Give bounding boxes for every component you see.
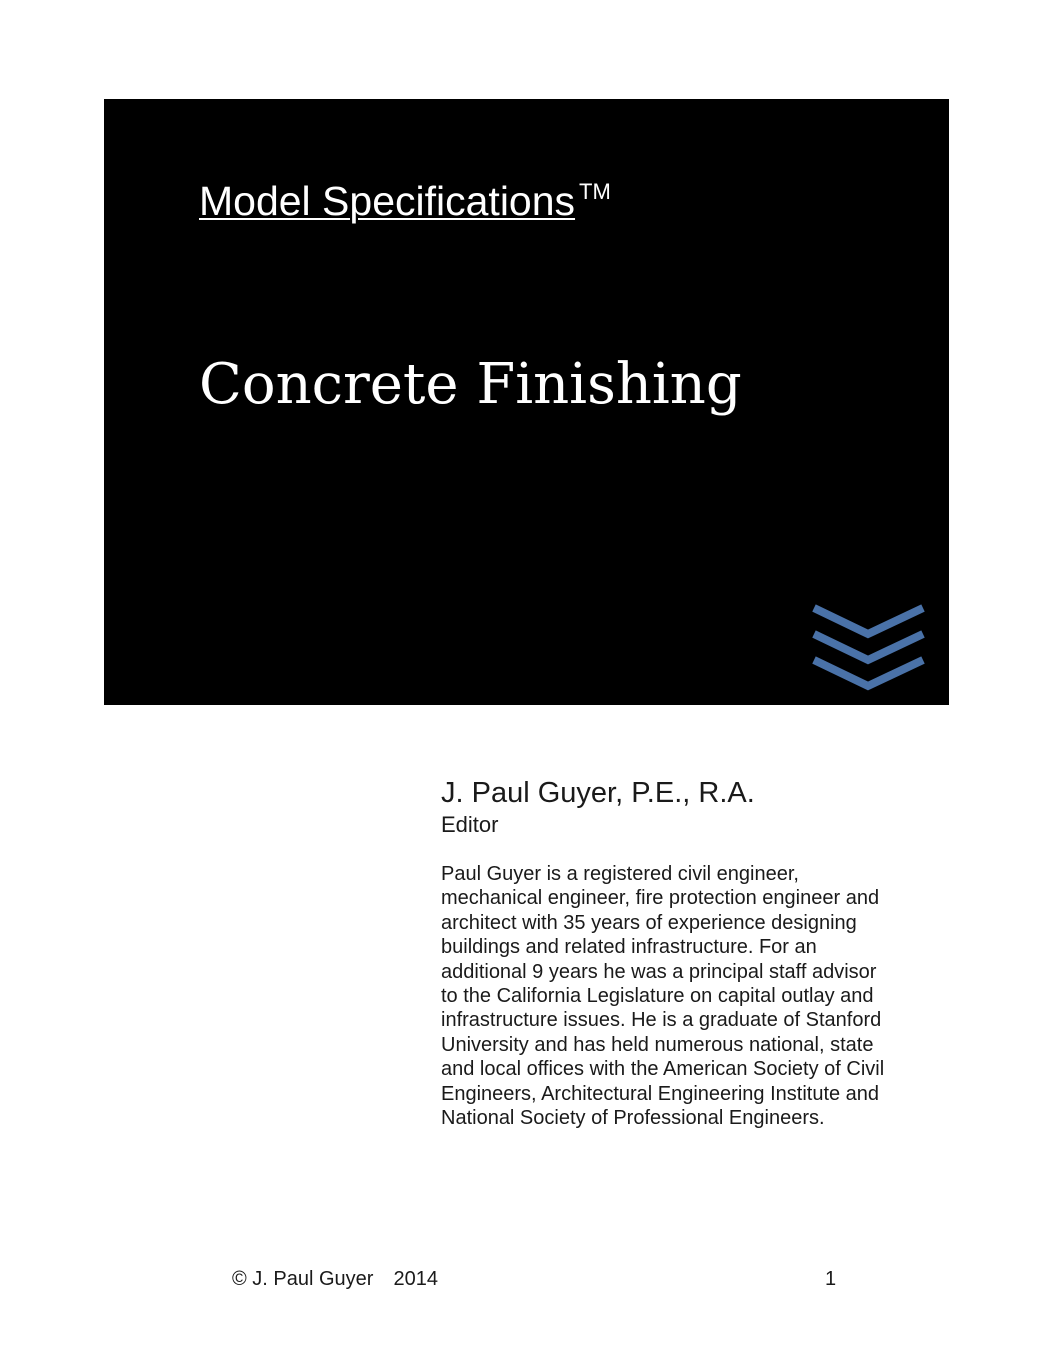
author-block [441,776,921,1130]
series-title: Model Specifications [199,178,576,224]
copyright-holder: © J. Paul Guyer [232,1268,374,1290]
series-heading [199,179,611,224]
copyright-year: 2014 [393,1268,438,1290]
trademark-mark: TM [579,179,611,204]
triple-chevron-down-icon [812,604,925,694]
bio-line: University and has held numerous national, state [441,1033,874,1056]
cover-banner [104,99,949,705]
bio-line: additional 9 years he was a principal staff advisor [441,960,877,983]
author-bio [441,862,921,1130]
bio-line: Paul Guyer is a registered civil engineer, [441,863,799,885]
bio-line: and local offices with the American Society of Civil [441,1058,885,1081]
book-title: Concrete Finishing [199,352,742,417]
bio-line: to the California Legislature on capital outlay and [441,985,874,1008]
footer-copyright [232,1267,438,1291]
bio-line: buildings and related infrastructure. For an [441,936,817,959]
bio-line: architect with 35 years of experience designing [441,911,857,934]
author-name: J. Paul Guyer, P.E., R.A. [441,777,755,809]
author-role: Editor [441,812,499,837]
bio-line: infrastructure issues. He is a graduate of Stanford [441,1009,882,1032]
bio-line: Engineers, Architectural Engineering Institute and [441,1082,880,1105]
bio-line: National Society of Professional Engineers. [441,1107,825,1130]
bio-line: mechanical engineer, fire protection engineer and [441,887,880,910]
page-number: 1 [825,1268,837,1290]
